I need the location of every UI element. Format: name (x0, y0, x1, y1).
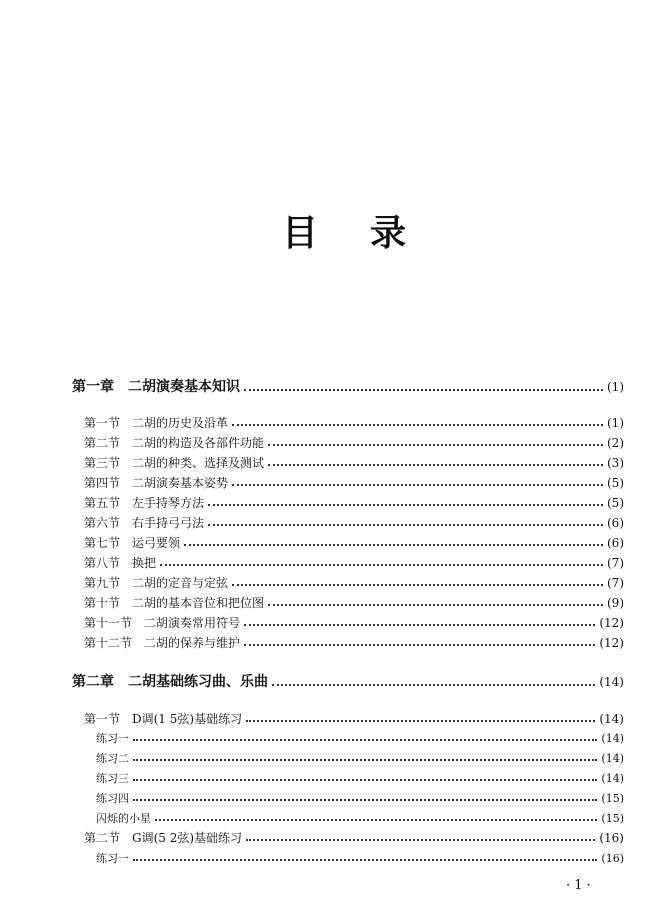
toc-section[interactable] (84, 555, 624, 571)
toc-section[interactable] (84, 711, 624, 727)
toc-label: 第九节 二胡的定音与定弦 (84, 576, 229, 590)
toc-label: 第一节 D调(1 5弦)基础练习 (84, 712, 243, 726)
toc-section[interactable] (84, 415, 624, 431)
toc-page-number: (12) (599, 636, 624, 650)
toc-label: 闪烁的小星 (96, 812, 151, 825)
toc-exercise[interactable] (96, 731, 624, 746)
leader-dots (268, 604, 603, 606)
toc-page-number: (5) (607, 476, 624, 490)
leader-dots (272, 684, 595, 686)
toc-page-number: (16) (599, 831, 624, 845)
toc-page-number: (14) (601, 732, 624, 745)
leader-dots (232, 584, 603, 586)
toc-exercise[interactable] (96, 811, 624, 826)
leader-dots (232, 424, 603, 426)
toc-label: 练习一 (96, 852, 129, 865)
leader-dots (155, 819, 597, 821)
toc-label: 第十节 二胡的基本音位和把位图 (84, 596, 265, 610)
toc-page-number: (14) (599, 675, 624, 689)
toc-exercise[interactable] (96, 791, 624, 806)
toc-chapter-1[interactable] (72, 378, 624, 396)
toc-page-number: (3) (607, 456, 624, 470)
leader-dots (184, 544, 603, 546)
toc-page-number: (7) (607, 576, 624, 590)
page-number: · 1 · (566, 878, 591, 893)
toc-section[interactable] (84, 455, 624, 471)
toc-label: 练习一 (96, 732, 129, 745)
toc-exercise[interactable] (96, 771, 624, 786)
leader-dots (268, 464, 603, 466)
toc-page-number: (16) (601, 852, 624, 865)
leader-dots (133, 799, 597, 801)
toc-page-number: (6) (607, 516, 624, 530)
toc-page-number: (14) (601, 772, 624, 785)
toc-label: 第一节 二胡的历史及沿革 (84, 416, 229, 430)
toc-page-number: (1) (607, 416, 624, 430)
toc-label: 练习二 (96, 752, 129, 765)
leader-dots (133, 759, 597, 761)
toc-label: 第二节 二胡的构造及各部件功能 (84, 436, 265, 450)
toc-section[interactable] (84, 635, 624, 651)
toc-label: 第三节 二胡的种类、选择及测试 (84, 456, 265, 470)
toc-section[interactable] (84, 435, 624, 451)
toc-label: 练习四 (96, 792, 129, 805)
toc-page-number: (12) (599, 616, 624, 630)
toc-label: 第十二节 二胡的保养与维护 (84, 636, 241, 650)
toc-label: 练习三 (96, 772, 129, 785)
toc-label: 第七节 运弓要领 (84, 536, 181, 550)
title-char-lu: 录 (370, 213, 407, 254)
toc-chapter-2[interactable] (72, 673, 624, 691)
toc-page-number: (15) (601, 792, 624, 805)
leader-dots (208, 504, 603, 506)
toc-label: 第八节 换把 (84, 556, 157, 570)
leader-dots (244, 644, 595, 646)
leader-dots (246, 720, 595, 722)
title-char-mu: 目 (282, 213, 319, 254)
toc-label: 第一章 二胡演奏基本知识 (72, 379, 240, 395)
toc-label: 第五节 左手持琴方法 (84, 496, 205, 510)
toc-exercise[interactable] (96, 851, 624, 866)
toc-page-number: (9) (607, 596, 624, 610)
toc-page-number: (14) (601, 752, 624, 765)
toc-section[interactable] (84, 595, 624, 611)
toc-page-number: (14) (599, 712, 624, 726)
toc-section[interactable] (84, 575, 624, 591)
toc-page-number: (5) (607, 496, 624, 510)
leader-dots (133, 779, 597, 781)
toc-page-number: (1) (607, 380, 624, 394)
toc-section[interactable] (84, 830, 624, 846)
leader-dots (208, 524, 603, 526)
toc-label: 第四节 二胡演奏基本姿势 (84, 476, 229, 490)
leader-dots (268, 444, 603, 446)
toc-page-number: (6) (607, 536, 624, 550)
leader-dots (244, 624, 595, 626)
toc-section[interactable] (84, 535, 624, 551)
toc-page-number: (7) (607, 556, 624, 570)
toc-section[interactable] (84, 615, 624, 631)
leader-dots (246, 839, 595, 841)
toc-exercise[interactable] (96, 751, 624, 766)
leader-dots (160, 564, 603, 566)
toc-section[interactable] (84, 495, 624, 511)
toc-page-number: (2) (607, 436, 624, 450)
toc-label: 第二章 二胡基础练习曲、乐曲 (72, 674, 268, 690)
toc-label: 第二节 G调(5 2弦)基础练习 (84, 831, 243, 845)
toc-page-number: (15) (601, 812, 624, 825)
leader-dots (133, 859, 597, 861)
toc-label: 第六节 右手持弓弓法 (84, 516, 205, 530)
leader-dots (232, 484, 603, 486)
leader-dots (244, 389, 603, 391)
toc-section[interactable] (84, 515, 624, 531)
toc-label: 第十一节 二胡演奏常用符号 (84, 616, 241, 630)
leader-dots (133, 739, 597, 741)
toc-section[interactable] (84, 475, 624, 491)
